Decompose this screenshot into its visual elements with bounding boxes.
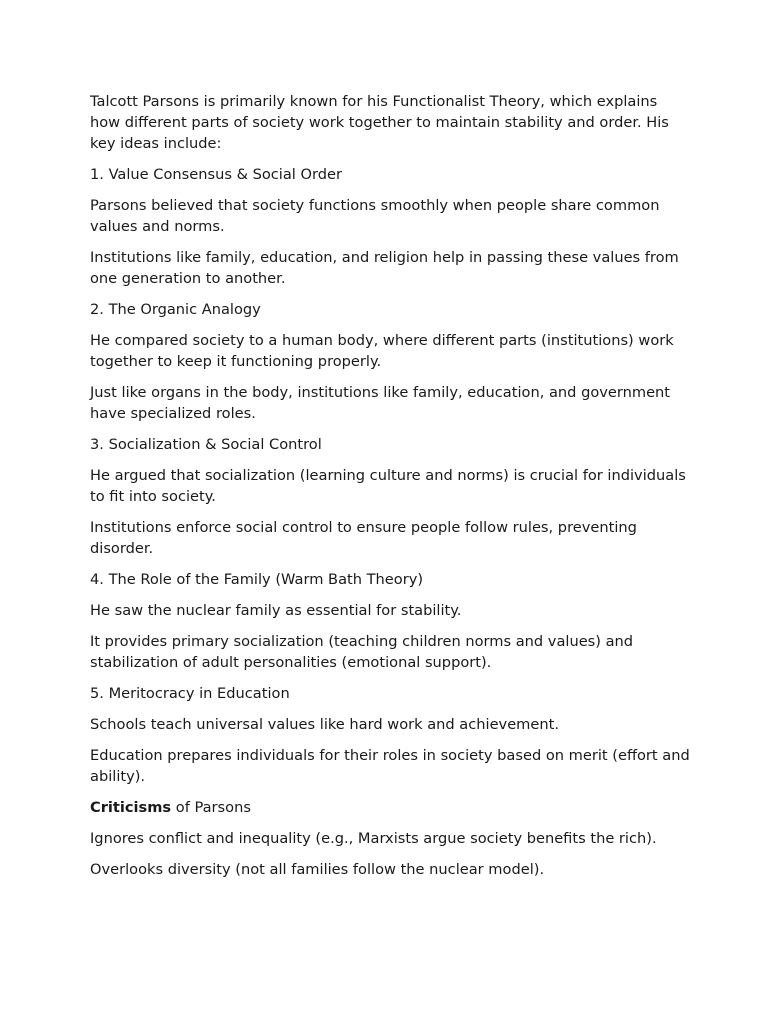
paragraph: Parsons believed that society functions smoothly when people share common values and norms. bbox=[90, 197, 660, 235]
criticisms-heading-rest: of Parsons bbox=[171, 799, 251, 816]
intro-paragraph: Talcott Parsons is primarily known for his Functionalist Theory, which explains how different parts of society work together to maintain stability and order. His key ideas include: bbox=[90, 93, 669, 152]
section-heading-socialization: 3. Socialization & Social Control bbox=[90, 436, 322, 453]
paragraph: Just like organs in the body, institutions like family, education, and government have specialized roles. bbox=[90, 384, 671, 422]
paragraph: Institutions enforce social control to ensure people follow rules, preventing disorder. bbox=[90, 519, 637, 557]
section-heading-meritocracy: 5. Meritocracy in Education bbox=[90, 685, 290, 702]
section-heading-family: 4. The Role of the Family (Warm Bath Theory) bbox=[90, 571, 424, 588]
paragraph: Schools teach universal values like hard work and achievement. bbox=[90, 716, 559, 733]
section-heading-organic-analogy: 2. The Organic Analogy bbox=[90, 301, 261, 318]
document-page bbox=[90, 91, 690, 890]
criticism-item: Overlooks diversity (not all families follow the nuclear model). bbox=[90, 861, 545, 878]
paragraph: Education prepares individuals for their roles in society based on merit (effort and ability). bbox=[90, 747, 690, 785]
criticism-item: Ignores conflict and inequality (e.g., Marxists argue society benefits the rich). bbox=[90, 830, 657, 847]
criticisms-heading-bold: Criticisms bbox=[90, 799, 172, 816]
paragraph: He compared society to a human body, where different parts (institutions) work together to keep it functioning properly. bbox=[90, 332, 674, 370]
criticisms-heading bbox=[90, 797, 690, 818]
paragraph: He saw the nuclear family as essential for stability. bbox=[90, 602, 462, 619]
paragraph: It provides primary socialization (teaching children norms and values) and stabilization of adult personalities (emotional support). bbox=[90, 633, 634, 671]
paragraph: He argued that socialization (learning culture and norms) is crucial for individuals to fit into society. bbox=[90, 467, 686, 505]
section-heading-value-consensus: 1. Value Consensus & Social Order bbox=[90, 166, 342, 183]
paragraph: Institutions like family, education, and religion help in passing these values from one generation to another. bbox=[90, 249, 679, 287]
